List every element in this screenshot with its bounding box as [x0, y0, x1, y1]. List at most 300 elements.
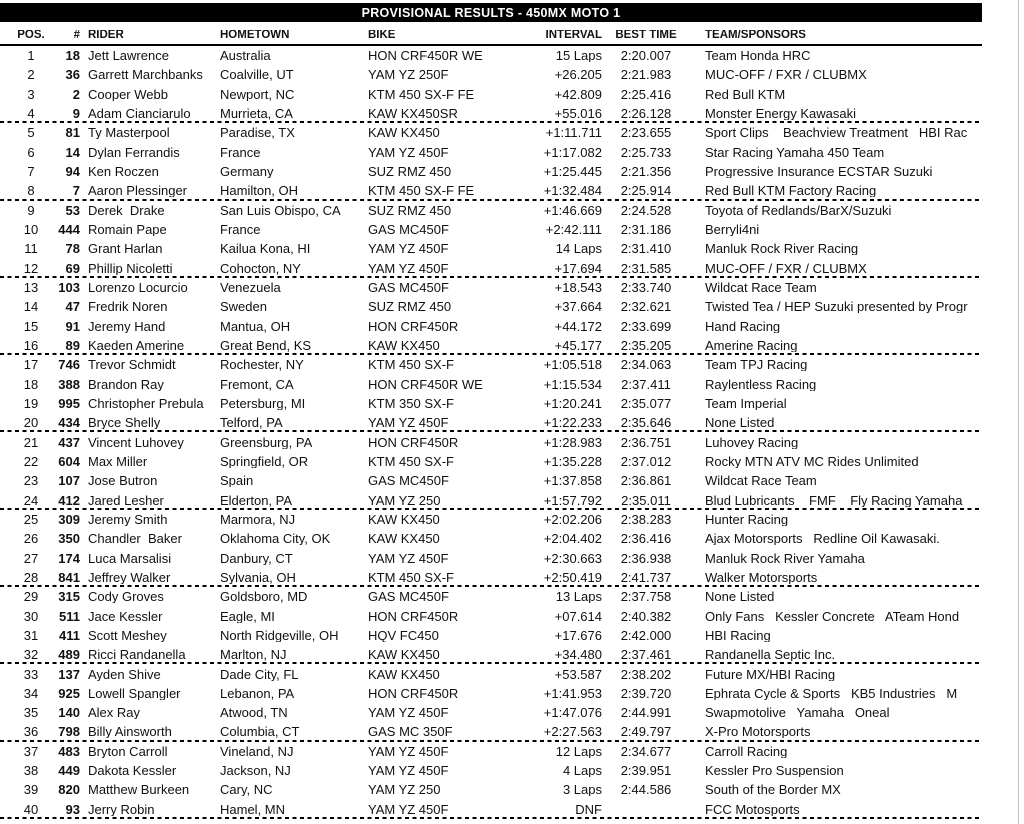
table-row — [0, 568, 982, 587]
cell-num: 412 — [58, 493, 80, 507]
table-row — [0, 722, 982, 741]
cell-pos: 14 — [23, 300, 39, 314]
cell-team: Manluk Rock River Racing — [705, 242, 859, 256]
cell-best: 2:20.007 — [620, 49, 672, 63]
cell-pos: 39 — [23, 783, 39, 797]
cell-best: 2:32.621 — [620, 300, 672, 314]
cell-num: 388 — [58, 377, 80, 391]
cell-num: 94 — [65, 165, 80, 179]
cell-best: 2:49.797 — [620, 725, 672, 739]
cell-num: 925 — [58, 686, 80, 700]
cell-hometown: France — [220, 145, 261, 159]
cell-interval: +2:42.111 — [545, 223, 602, 237]
cell-num: 18 — [65, 49, 80, 63]
cell-bike: YAM YZ 450F — [368, 416, 449, 430]
cell-rider: Lowell Spangler — [88, 686, 181, 700]
cell-hometown: Marlton, NJ — [220, 648, 287, 662]
cell-best: 2:25.416 — [620, 87, 672, 101]
cell-bike: SUZ RMZ 450 — [368, 300, 452, 314]
table-row — [0, 336, 982, 355]
cell-team: Future MX/HBI Racing — [705, 667, 836, 681]
cell-team: Wildcat Race Team — [705, 281, 817, 295]
cell-interval: +37.664 — [554, 300, 602, 314]
cell-interval: +1:46.669 — [543, 203, 602, 217]
table-row — [0, 548, 982, 567]
cell-pos: 13 — [23, 281, 39, 295]
cell-hometown: Great Bend, KS — [220, 338, 312, 352]
cell-num: 798 — [58, 725, 80, 739]
cell-pos: 32 — [23, 648, 39, 662]
cell-interval: +1:41.953 — [543, 686, 602, 700]
cell-rider: Fredrik Noren — [88, 300, 168, 314]
cell-pos: 1 — [27, 49, 35, 63]
cell-bike: YAM YZ 450F — [368, 242, 449, 256]
cell-hometown: Danbury, CT — [220, 551, 293, 565]
cell-hometown: France — [220, 223, 261, 237]
table-row — [0, 181, 982, 200]
cell-team: X-Pro Motorsports — [705, 725, 811, 739]
cell-rider: Lorenzo Locurcio — [88, 281, 188, 295]
cell-hometown: Atwood, TN — [220, 706, 288, 720]
cell-rider: Jeremy Hand — [88, 319, 166, 333]
cell-pos: 24 — [23, 493, 39, 507]
cell-pos: 23 — [23, 474, 39, 488]
table-row — [0, 413, 982, 432]
cell-bike: SUZ RMZ 450 — [368, 203, 452, 217]
cell-rider: Christopher Prebula — [88, 396, 204, 410]
cell-best: 2:34.063 — [620, 358, 672, 372]
cell-num: 14 — [65, 145, 80, 159]
row-group — [0, 201, 982, 278]
cell-bike: YAM YZ 250 — [368, 783, 441, 797]
cell-team: Carroll Racing — [705, 744, 788, 758]
row-group — [0, 123, 982, 200]
table-row — [0, 123, 982, 142]
cell-interval: 15 Laps — [555, 49, 602, 63]
cell-pos: 12 — [23, 261, 39, 275]
cell-bike: KTM 350 SX-F — [368, 396, 454, 410]
cell-interval: +18.543 — [554, 281, 602, 295]
cell-best: 2:42.000 — [620, 628, 672, 642]
table-row — [0, 761, 982, 780]
cell-hometown: Dade City, FL — [220, 667, 299, 681]
cell-pos: 17 — [23, 358, 39, 372]
cell-team: Amerine Racing — [705, 338, 798, 352]
cell-team: Randanella Septic Inc. — [705, 648, 836, 662]
cell-interval: +34.480 — [554, 648, 602, 662]
table-row — [0, 452, 982, 471]
cell-team: Walker Motorsports — [705, 570, 818, 584]
cell-team: Toyota of Redlands/BarX/Suzuki — [705, 203, 892, 217]
cell-num: 174 — [58, 551, 80, 565]
cell-rider: Derek Drake — [88, 203, 165, 217]
cell-team: Red Bull KTM — [705, 87, 786, 101]
table-row — [0, 394, 982, 413]
cell-num: 309 — [58, 512, 80, 526]
table-row — [0, 104, 982, 123]
cell-interval: 3 Laps — [562, 783, 602, 797]
cell-interval: +42.809 — [554, 87, 602, 101]
cell-interval: +45.177 — [554, 338, 602, 352]
cell-team: Twisted Tea / HEP Suzuki presented by Progr — [705, 300, 968, 314]
table-row — [0, 297, 982, 316]
cell-num: 511 — [59, 609, 80, 623]
cell-best: 2:25.733 — [620, 145, 672, 159]
cell-bike: HON CRF450R — [368, 609, 459, 623]
cell-bike: SUZ RMZ 450 — [368, 165, 452, 179]
cell-pos: 33 — [23, 667, 39, 681]
cell-pos: 29 — [23, 590, 39, 604]
cell-hometown: San Luis Obispo, CA — [220, 203, 341, 217]
cell-interval: +44.172 — [554, 319, 602, 333]
cell-best: 2:44.991 — [620, 706, 672, 720]
cell-pos: 6 — [27, 145, 35, 159]
col-header-number: # — [73, 29, 80, 41]
cell-bike: GAS MC 350F — [368, 725, 453, 739]
cell-team: Swapmotolive Yamaha Oneal — [705, 706, 890, 720]
cell-hometown: Fremont, CA — [220, 377, 294, 391]
cell-best: 2:37.012 — [620, 454, 672, 468]
cell-hometown: Jackson, NJ — [220, 764, 291, 778]
cell-rider: Scott Meshey — [88, 628, 167, 642]
cell-best: 2:25.914 — [620, 184, 672, 198]
cell-team: Team Honda HRC — [705, 49, 811, 63]
cell-interval: +1:22.233 — [543, 416, 602, 430]
cell-hometown: Eagle, MI — [220, 609, 275, 623]
cell-num: 604 — [58, 454, 80, 468]
cell-bike: YAM YZ 450F — [368, 551, 449, 565]
row-group — [0, 510, 982, 587]
cell-hometown: Elderton, PA — [220, 493, 293, 507]
cell-interval: +2:30.663 — [543, 551, 602, 565]
cell-pos: 8 — [27, 184, 35, 198]
cell-bike: KTM 450 SX-F — [368, 358, 454, 372]
cell-bike: KAW KX450 — [368, 532, 440, 546]
cell-interval: +2:50.419 — [543, 570, 602, 584]
cell-best: 2:37.461 — [620, 648, 672, 662]
table-row — [0, 664, 982, 683]
cell-best: 2:34.677 — [620, 744, 672, 758]
cell-team: Wildcat Race Team — [705, 474, 817, 488]
cell-rider: Jeremy Smith — [88, 512, 168, 526]
cell-best: 2:37.411 — [621, 377, 671, 391]
cell-num: 36 — [65, 68, 80, 82]
cell-pos: 7 — [27, 165, 35, 179]
cell-rider: Bryce Shelly — [88, 416, 161, 430]
cell-rider: Jeffrey Walker — [88, 570, 171, 584]
cell-num: 53 — [65, 203, 80, 217]
cell-hometown: Sylvania, OH — [220, 570, 296, 584]
table-row — [0, 587, 982, 606]
col-header-hometown: HOMETOWN — [220, 29, 290, 41]
row-group — [0, 587, 982, 664]
cell-hometown: Marmora, NJ — [220, 512, 296, 526]
cell-rider: Cooper Webb — [88, 87, 168, 101]
cell-pos: 40 — [23, 802, 39, 816]
cell-interval: +1:28.983 — [543, 435, 602, 449]
cell-rider: Ty Masterpool — [88, 126, 170, 140]
cell-interval: +1:15.534 — [543, 377, 602, 391]
cell-best: 2:21.356 — [620, 165, 672, 179]
cell-num: 107 — [58, 474, 80, 488]
cell-hometown: Vineland, NJ — [220, 744, 294, 758]
cell-pos: 27 — [23, 551, 39, 565]
cell-num: 78 — [65, 242, 80, 256]
cell-hometown: Murrieta, CA — [220, 107, 293, 121]
cell-pos: 18 — [23, 377, 39, 391]
cell-num: 841 — [58, 570, 80, 584]
cell-team: MUC-OFF / FXR / CLUBMX — [705, 261, 867, 275]
cell-num: 69 — [65, 261, 80, 275]
cell-pos: 2 — [27, 68, 35, 82]
cell-rider: Dakota Kessler — [88, 764, 177, 778]
cell-num: 820 — [58, 783, 80, 797]
col-header-pos: POS. — [17, 29, 45, 41]
cell-best: 2:37.758 — [620, 590, 672, 604]
table-header-row — [0, 22, 982, 46]
cell-num: 91 — [65, 319, 80, 333]
cell-hometown: Telford, PA — [220, 416, 283, 430]
cell-rider: Ayden Shive — [88, 667, 161, 681]
cell-rider: Max Miller — [88, 454, 148, 468]
cell-bike: YAM YZ 450F — [368, 261, 449, 275]
col-header-interval: INTERVAL — [545, 29, 602, 41]
cell-team: Berryli4ni — [705, 223, 760, 237]
cell-interval: +55.016 — [554, 107, 602, 121]
cell-rider: Bryton Carroll — [88, 744, 168, 758]
cell-team: Team TPJ Racing — [705, 358, 808, 372]
cell-hometown: Hamilton, OH — [220, 184, 299, 198]
table-row — [0, 201, 982, 220]
cell-interval: +1:32.484 — [543, 184, 602, 198]
cell-pos: 38 — [23, 764, 39, 778]
cell-rider: Brandon Ray — [88, 377, 164, 391]
cell-rider: Jace Kessler — [88, 609, 163, 623]
cell-bike: YAM YZ 450F — [368, 145, 449, 159]
cell-num: 137 — [58, 667, 80, 681]
cell-interval: +1:47.076 — [543, 706, 602, 720]
cell-best: 2:35.646 — [620, 416, 672, 430]
cell-bike: HQV FC450 — [368, 628, 439, 642]
table-row — [0, 529, 982, 548]
cell-rider: Chandler Baker — [88, 532, 182, 546]
cell-num: 140 — [58, 706, 80, 720]
cell-interval: +1:05.518 — [543, 358, 602, 372]
cell-hometown: Goldsboro, MD — [220, 590, 308, 604]
cell-best: 2:36.751 — [620, 435, 672, 449]
cell-hometown: Australia — [220, 49, 271, 63]
cell-num: 449 — [58, 764, 80, 778]
table-row — [0, 471, 982, 490]
cell-num: 411 — [59, 628, 80, 642]
cell-interval: +26.205 — [554, 68, 602, 82]
cell-num: 434 — [58, 416, 80, 430]
cell-pos: 35 — [23, 706, 39, 720]
title-bar — [0, 3, 982, 22]
page-edge-line — [1018, 0, 1019, 824]
cell-hometown: Cohocton, NY — [220, 261, 301, 275]
cell-interval: 4 Laps — [562, 764, 602, 778]
table-row — [0, 510, 982, 529]
cell-num: 7 — [72, 184, 80, 198]
cell-bike: GAS MC450F — [368, 590, 449, 604]
cell-rider: Alex Ray — [88, 706, 141, 720]
cell-best: 2:31.585 — [620, 261, 672, 275]
table-row — [0, 606, 982, 625]
cell-best: 2:24.528 — [620, 203, 672, 217]
cell-team: None Listed — [705, 590, 775, 604]
cell-hometown: Germany — [220, 165, 274, 179]
cell-rider: Grant Harlan — [88, 242, 163, 256]
cell-num: 444 — [58, 223, 80, 237]
cell-best: 2:41.737 — [620, 570, 672, 584]
cell-rider: Cody Groves — [88, 590, 164, 604]
cell-bike: KAW KX450 — [368, 126, 440, 140]
col-header-bike: BIKE — [368, 29, 396, 41]
cell-bike: KAW KX450 — [368, 667, 440, 681]
cell-num: 350 — [58, 532, 80, 546]
table-row — [0, 626, 982, 645]
cell-rider: Jared Lesher — [88, 493, 164, 507]
cell-best: 2:31.186 — [620, 223, 672, 237]
cell-bike: YAM YZ 450F — [368, 744, 449, 758]
cell-interval: +1:11.711 — [545, 126, 602, 140]
cell-rider: Adam Cianciarulo — [88, 107, 191, 121]
table-row — [0, 65, 982, 84]
cell-best: 2:21.983 — [620, 68, 672, 82]
cell-pos: 34 — [23, 686, 39, 700]
cell-team: Team Imperial — [705, 396, 787, 410]
cell-num: 489 — [58, 648, 80, 662]
cell-pos: 15 — [23, 319, 39, 333]
cell-team: Only Fans Kessler Concrete ATeam Hond — [705, 609, 960, 623]
cell-best: 2:26.128 — [620, 107, 672, 121]
cell-num: 746 — [58, 358, 80, 372]
cell-bike: HON CRF450R WE — [368, 377, 483, 391]
table-row — [0, 278, 982, 297]
cell-bike: GAS MC450F — [368, 223, 449, 237]
cell-bike: YAM YZ 450F — [368, 764, 449, 778]
cell-best: 2:35.077 — [620, 396, 672, 410]
row-group — [0, 278, 982, 355]
cell-team: Progressive Insurance ECSTAR Suzuki — [705, 165, 933, 179]
cell-interval: DNF — [575, 802, 602, 816]
cell-pos: 22 — [23, 454, 39, 468]
cell-pos: 19 — [23, 396, 39, 410]
cell-team: Ajax Motorsports Redline Oil Kawasaki. — [705, 532, 940, 546]
cell-num: 2 — [72, 87, 80, 101]
cell-pos: 28 — [23, 570, 39, 584]
cell-rider: Jett Lawrence — [88, 49, 169, 63]
cell-team: Red Bull KTM Factory Racing — [705, 184, 877, 198]
cell-bike: HON CRF450R WE — [368, 49, 483, 63]
cell-rider: Matthew Burkeen — [88, 783, 190, 797]
cell-interval: +1:20.241 — [543, 396, 602, 410]
cell-num: 81 — [65, 126, 80, 140]
cell-pos: 4 — [27, 107, 35, 121]
cell-best: 2:36.861 — [620, 474, 672, 488]
cell-team: Luhovey Racing — [705, 435, 799, 449]
cell-num: 995 — [58, 396, 80, 410]
table-row — [0, 317, 982, 336]
cell-hometown: Rochester, NY — [220, 358, 304, 372]
results-table-body — [0, 46, 982, 819]
table-row — [0, 432, 982, 451]
cell-team: HBI Racing — [705, 628, 771, 642]
cell-bike: HON CRF450R — [368, 319, 459, 333]
cell-best: 2:44.586 — [620, 783, 672, 797]
table-row — [0, 800, 982, 819]
cell-interval: +17.676 — [554, 628, 602, 642]
cell-bike: YAM YZ 450F — [368, 802, 449, 816]
cell-hometown: Petersburg, MI — [220, 396, 306, 410]
col-header-team: TEAM/SPONSORS — [705, 29, 806, 41]
cell-interval: +1:37.858 — [543, 474, 602, 488]
page-title: PROVISIONAL RESULTS - 450MX MOTO 1 — [361, 5, 621, 20]
cell-bike: KAW KX450 — [368, 512, 440, 526]
cell-num: 47 — [65, 300, 80, 314]
cell-rider: Trevor Schmidt — [88, 358, 176, 372]
cell-bike: YAM YZ 250F — [368, 68, 449, 82]
cell-team: Blud Lubricants FMF Fly Racing Yamaha — [705, 493, 963, 507]
cell-hometown: Spain — [220, 474, 254, 488]
table-row — [0, 684, 982, 703]
cell-bike: GAS MC450F — [368, 281, 449, 295]
cell-interval: +1:17.082 — [543, 145, 602, 159]
cell-pos: 11 — [24, 242, 38, 256]
cell-bike: KAW KX450 — [368, 338, 440, 352]
cell-hometown: Columbia, CT — [220, 725, 300, 739]
col-header-rider: RIDER — [88, 29, 124, 41]
cell-rider: Jerry Robin — [88, 802, 155, 816]
cell-interval: 14 Laps — [555, 242, 602, 256]
table-row — [0, 703, 982, 722]
row-group — [0, 432, 982, 509]
cell-team: Star Racing Yamaha 450 Team — [705, 145, 885, 159]
cell-pos: 26 — [23, 532, 39, 546]
cell-rider: Garrett Marchbanks — [88, 68, 203, 82]
cell-pos: 31 — [23, 628, 39, 642]
cell-num: 437 — [58, 435, 80, 449]
cell-best: 2:39.951 — [620, 764, 672, 778]
cell-best: 2:38.202 — [620, 667, 672, 681]
cell-pos: 36 — [23, 725, 39, 739]
cell-bike: KTM 450 SX-F — [368, 570, 454, 584]
table-row — [0, 490, 982, 509]
cell-bike: YAM YZ 250 — [368, 493, 441, 507]
cell-bike: KAW KX450SR — [368, 107, 458, 121]
cell-rider: Dylan Ferrandis — [88, 145, 180, 159]
cell-num: 89 — [65, 338, 80, 352]
cell-bike: KTM 450 SX-F FE — [368, 184, 475, 198]
cell-bike: YAM YZ 450F — [368, 706, 449, 720]
table-row — [0, 259, 982, 278]
cell-pos: 30 — [23, 609, 39, 623]
cell-best: 2:33.740 — [620, 281, 672, 295]
cell-rider: Ken Roczen — [88, 165, 159, 179]
cell-rider: Vincent Luhovey — [88, 435, 184, 449]
cell-interval: +07.614 — [554, 609, 602, 623]
cell-team: Manluk Rock River Yamaha — [705, 551, 865, 565]
cell-num: 9 — [72, 107, 80, 121]
cell-pos: 37 — [23, 744, 39, 758]
table-row — [0, 143, 982, 162]
cell-rider: Romain Pape — [88, 223, 167, 237]
cell-team: FCC Motosports — [705, 802, 800, 816]
table-row — [0, 780, 982, 799]
cell-best: 2:38.283 — [620, 512, 672, 526]
cell-hometown: Greensburg, PA — [220, 435, 313, 449]
